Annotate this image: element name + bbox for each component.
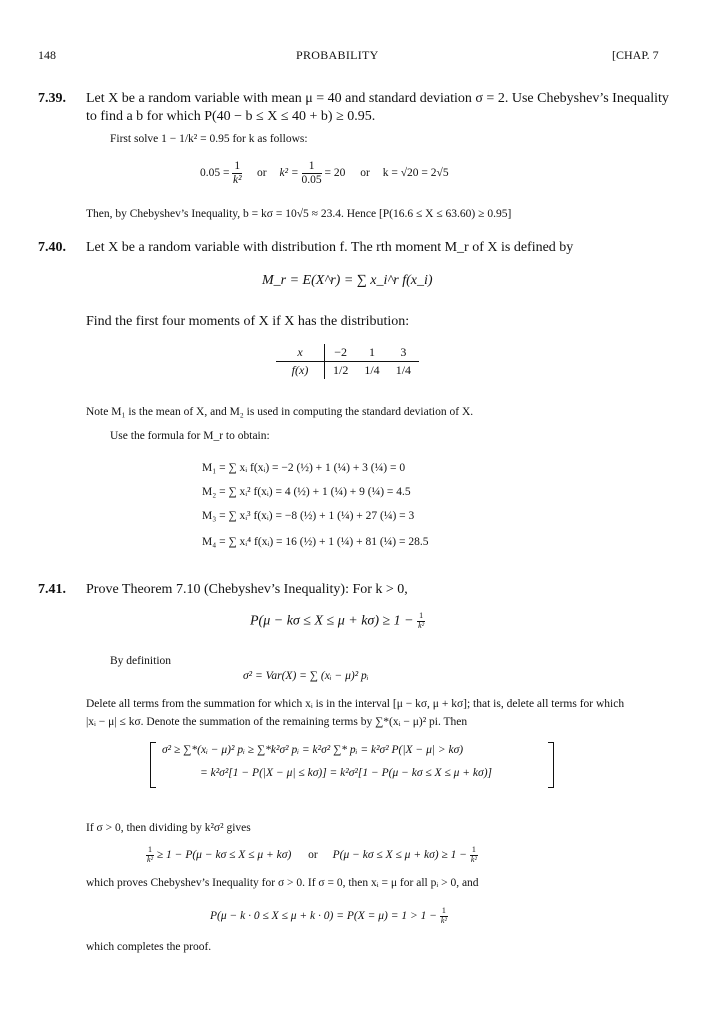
moment-m4: M₄ = ∑ xᵢ⁴ f(xᵢ) = 16 (½) + 1 (¼) + 81 (¼) = 28.5 — [202, 536, 429, 548]
moment-definition-equation: M_r = E(X^r) = ∑ x_i^r f(x_i) — [262, 273, 433, 288]
problem-7-39-equation — [200, 160, 449, 186]
fraction-one-over-k2 — [470, 846, 478, 865]
problem-7-39-text-line1: Let X be a random variable with mean μ = 40 and standard deviation σ = 2. Use Chebyshev’s Inequality — [86, 91, 669, 106]
by-definition-label: By definition — [110, 655, 172, 667]
theorem-eq-text: P(μ − kσ ≤ X ≤ μ + kσ) ≥ 1 − — [250, 613, 414, 629]
problem-7-40-text-line1: Let X be a random variable with distribution f. The rth moment M_r of X is defined by — [86, 240, 574, 255]
ineq-right: P(μ − kσ ≤ X ≤ μ + kσ) ≥ 1 − — [332, 848, 468, 861]
frac-num: 1 — [471, 845, 476, 854]
running-header-title: PROBABILITY — [296, 48, 379, 62]
fraction-one-over-k2 — [417, 612, 425, 631]
theorem-equation — [250, 612, 425, 631]
delete-terms-line2: |xᵢ − μ| ≤ kσ. Denote the summation of the remaining terms by ∑*(xᵢ − μ)² pi. Then — [86, 716, 468, 728]
table-f-value: 1/4 — [364, 363, 380, 377]
fraction-one-over-k2 — [440, 907, 448, 926]
chapter-label: [CHAP. 7 — [612, 48, 659, 62]
moment-m1: M₁ = ∑ xᵢ f(xᵢ) = −2 (½) + 1 (¼) + 3 (¼) = 0 — [202, 462, 406, 474]
fraction-one-over-k2 — [232, 160, 242, 186]
problem-number-7-40: 7.40. — [38, 240, 66, 255]
or-word: or — [360, 166, 370, 179]
moment-m3: M₃ = ∑ xᵢ³ f(xᵢ) = −8 (½) + 1 (¼) + 27 (¼) = 3 — [202, 510, 415, 522]
eq-part-a: 0.05 = — [200, 166, 230, 179]
problem-7-41-text-line1: Prove Theorem 7.10 (Chebyshev’s Inequality): For k > 0, — [86, 582, 408, 597]
table-row-x — [276, 344, 419, 362]
fraction-one-over-005 — [302, 160, 322, 186]
problem-7-40-note: Note M₁ is the mean of X, and M₂ is used in computing the standard deviation of X. — [86, 406, 474, 418]
page-number: 148 — [38, 48, 56, 62]
table-f-label: f(x) — [276, 362, 325, 380]
bracket-line1: σ² ≥ ∑*(xᵢ − μ)² pᵢ ≥ ∑*k²σ² pᵢ = k²σ² ∑* pᵢ = k²σ² P(|X − μ| > kσ) — [162, 744, 464, 756]
ineq-left: ≥ 1 − P(μ − kσ ≤ X ≤ μ + kσ) — [156, 848, 292, 861]
frac-den: k² — [418, 620, 425, 630]
problem-7-39-solve-intro: First solve 1 − 1/k² = 0.95 for k as follows: — [110, 133, 308, 145]
fraction-one-over-k2 — [146, 846, 154, 865]
zero-case-equation — [210, 907, 448, 926]
eq-part-b: k² = — [279, 166, 299, 179]
dividing-result — [146, 846, 478, 865]
frac-num: 1 — [234, 160, 241, 172]
proves-text: which proves Chebyshev’s Inequality for σ > 0. If σ = 0, then xᵢ = μ for all pᵢ > 0, and — [86, 877, 479, 889]
frac-num: 1 — [419, 611, 424, 620]
table-f-value: 1/2 — [333, 363, 349, 377]
eq-part-d: k = √20 = 2√5 — [382, 166, 449, 179]
variance-definition: σ² = Var(X) = ∑ (xᵢ − μ)² pᵢ — [243, 670, 369, 682]
table-x-value: 1 — [356, 344, 387, 362]
problem-7-39-conclusion: Then, by Chebyshev’s Inequality, b = kσ = 10√5 ≈ 23.4. Hence [P(16.6 ≤ X ≤ 63.60) ≥ 0.95] — [86, 208, 512, 220]
frac-den: k² — [470, 854, 477, 864]
problem-number-7-41: 7.41. — [38, 582, 66, 597]
frac-den: 0.05 — [301, 173, 322, 186]
or-word: or — [308, 848, 318, 861]
problem-7-40-find-text: Find the first four moments of X if X has the distribution: — [86, 314, 410, 329]
table-f-value: 1/4 — [395, 363, 412, 377]
frac-num: 1 — [441, 906, 446, 915]
moment-m2: M₂ = ∑ xᵢ² f(xᵢ) = 4 (½) + 1 (¼) + 9 (¼) = 4.5 — [202, 486, 411, 498]
zero-case-text: P(μ − k · 0 ≤ X ≤ μ + k · 0) = P(X = μ) = 1 > 1 − — [210, 909, 438, 922]
frac-den: k² — [440, 915, 447, 925]
table-x-value: 3 — [388, 344, 419, 362]
distribution-table — [276, 344, 419, 379]
delete-terms-line1: Delete all terms from the summation for which xᵢ is in the interval [μ − kσ, μ + kσ]; that is, delete all terms for which — [86, 698, 625, 710]
problem-number-7-39: 7.39. — [38, 91, 66, 106]
frac-den: k² — [147, 854, 153, 864]
table-x-label: x — [276, 344, 325, 362]
frac-den: k² — [232, 173, 242, 186]
if-sigma-positive: If σ > 0, then dividing by k²σ² gives — [86, 822, 251, 834]
completes-proof: which completes the proof. — [86, 941, 212, 953]
left-bracket — [150, 742, 156, 788]
eq-part-c: = 20 — [324, 166, 346, 179]
problem-7-39-text-line2: to find a b for which P(40 − b ≤ X ≤ 40 + b) ≥ 0.95. — [86, 109, 376, 124]
frac-num: 1 — [302, 160, 322, 174]
bracket-line2: = k²σ²[1 − P(|X − μ| ≤ kσ)] = k²σ²[1 − P(μ − kσ ≤ X ≤ μ + kσ)] — [200, 767, 493, 779]
table-row-f — [276, 362, 419, 380]
right-bracket — [548, 742, 554, 788]
frac-num: 1 — [148, 845, 152, 854]
problem-7-40-use: Use the formula for M_r to obtain: — [110, 430, 270, 442]
or-word: or — [257, 166, 267, 179]
table-x-value: −2 — [325, 344, 357, 362]
